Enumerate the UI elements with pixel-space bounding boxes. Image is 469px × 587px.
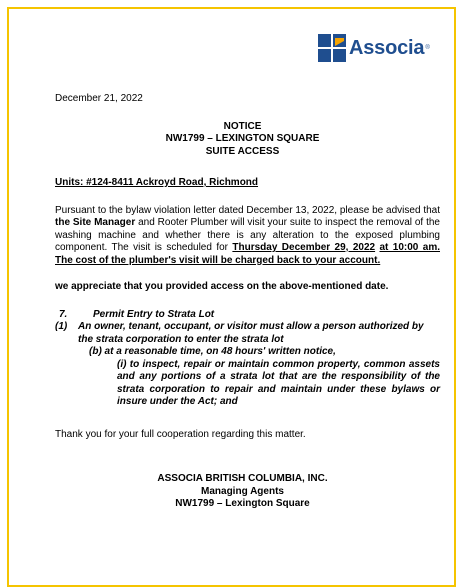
site-manager-text: the Site Manager — [55, 217, 136, 228]
letter-date: December 21, 2022 — [55, 93, 143, 104]
bylaw-title-text: Permit Entry to Strata Lot — [93, 308, 215, 320]
appreciation-line: we appreciate that you provided access on the above-mentioned date. — [55, 281, 389, 292]
thanks-line: Thank you for your full cooperation regarding this matter. — [55, 428, 306, 440]
clause-1-text: An owner, tenant, occupant, or visitor must allow a person authorized by the strata corporation to enter the strata lot — [78, 321, 424, 345]
units-line: Units: #124-8411 Ackroyd Road, Richmond — [55, 177, 259, 188]
signature-line-2: Managing Agents — [201, 485, 284, 497]
logo-reg-mark: ® — [425, 45, 430, 51]
heading-line-3: SUITE ACCESS — [205, 145, 280, 157]
bylaw-excerpt — [55, 309, 440, 409]
signature-line-3: NW1799 – Lexington Square — [175, 498, 310, 509]
letter-body — [55, 93, 440, 511]
notice-paragraph — [55, 205, 440, 268]
paragraph-text-2: and Rooter Plumber will visit your suite to inspect the removal of the washing machine and whether there is any alteration to the exposed plumbing component. The visit is scheduled for — [55, 217, 440, 253]
bylaw-clause-b: (b) at a reasonable time, on 48 hours' written notice, — [89, 346, 336, 357]
bylaw-clause-i: (i) to inspect, repair or maintain common property, common assets and any portions of a strata lot that are the responsibility of the strata corporation to repair and maintain under these bylaws or insure under the Act; and — [117, 358, 440, 407]
bylaw-number: 7. — [59, 308, 68, 320]
charge-notice-text: at 10:00 am. The cost of the plumber's visit will be charged back to your account. — [55, 242, 440, 266]
paragraph-text-1: Pursuant to the bylaw violation letter dated December 13, 2022, please be advised that — [55, 204, 440, 216]
heading-line-2: NW1799 – LEXINGTON SQUARE — [165, 133, 320, 144]
visit-date-text: Thursday December 29, 2022 — [232, 242, 376, 253]
associa-logo — [318, 33, 430, 63]
bylaw-clause-1 — [55, 321, 440, 346]
signature-block — [55, 473, 440, 511]
notice-heading — [55, 121, 440, 159]
logo-text: Associa — [349, 36, 425, 59]
bylaw-title — [59, 309, 440, 322]
signature-line-1: ASSOCIA BRITISH COLUMBIA, INC. — [157, 473, 328, 484]
heading-line-1: NOTICE — [223, 120, 262, 132]
clause-1-number: (1) — [55, 321, 68, 332]
associa-logo-icon — [318, 34, 346, 62]
